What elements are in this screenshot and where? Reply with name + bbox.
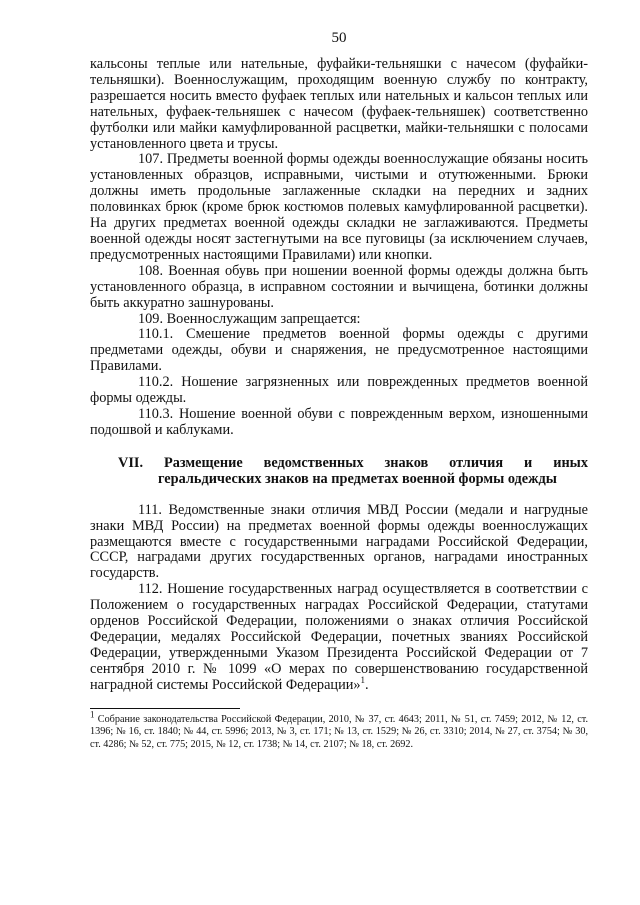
page-number: 50: [331, 30, 347, 46]
paragraph-111: 111. Ведомственные знаки отличия МВД России (медали и нагрудные знаки МВД России) на предметах военной формы одежды военнослужащих размещаются вместе с государственными наградами Российской Федерации, СССР, наградами других государственных органов, наградами иностранных государств.: [90, 501, 588, 582]
body-text: [90, 57, 588, 694]
paragraph-110-1: 110.1. Смешение предметов военной формы одежды с другими предметами одежды, обуви и снаряжения, не предусмотренное настоящими Правилами.: [90, 326, 588, 375]
paragraph-109: 109. Военнослужащим запрещается:: [138, 310, 361, 327]
paragraph-112-text: 112. Ношение государственных наград осуществляется в соответствии с Положением о государственных наградах Российской Федерации, статутами орденов Российской Федерации, положениями о знаках отличия Российской Федерации, медалях Российской Федерации, почетных званиях Российской Федерации, утвержденными Указом Президента Российской Федерации от 7 сентября 2010 г. № 1099 «О мерах по совершенствованию государственной наградной системы Российской Федерации»: [90, 581, 588, 693]
footnote-marker: 1: [90, 709, 95, 720]
section-heading: VII. Размещение ведомственных знаков отличия и иных геральдических знаков на предметах военной формы одежды: [118, 454, 588, 487]
paragraph-112: [90, 582, 588, 693]
paragraph-107: 107. Предметы военной формы одежды военнослужащие обязаны носить установленных образцов, исправными, чистыми и отутюженными. Брюки должны иметь продольные заглаженные складки на передних и задних половинках брюк (кроме брюк костюмов полевых камуфлированной расцветки). На других предметах военной одежды складки не заглаживаются. Предметы военной одежды носят застегнутыми на все пуговицы (за исключением случаев, предусмотренных настоящими Правилами) или кнопки.: [90, 151, 588, 263]
footnote-reference: 1: [360, 674, 366, 685]
paragraph-110-2: 110.2. Ношение загрязненных или поврежденных предметов военной формы одежды.: [90, 374, 588, 407]
paragraph-110-3: 110.3. Ношение военной обуви с поврежденным верхом, изношенными подошвой и каблуками.: [90, 405, 588, 438]
paragraph-108: 108. Военная обувь при ношении военной формы одежды должна быть установленного образца, в исправном состоянии и вычищена, ботинки должны быть аккуратно зашнурованы.: [90, 262, 588, 311]
paragraph-continuation: кальсоны теплые или нательные, фуфайки-тельняшки с начесом (фуфайки-тельняшки). Военнослужащим, проходящим военную службу по контракту, разрешается носить вместо фуфаек теплых или нательных и кальсон теплых или нательных, фуфаек-тельняшек с начесом (фуфаек-тельняшек) соответственно футболки или майки камуфлированной расцветки, майки-тельняшки с полосами установленного цвета и трусы.: [90, 56, 588, 152]
footnote-area: [90, 708, 588, 752]
footnote-text: Собрание законодательства Российской Федерации, 2010, № 37, ст. 4643; 2011, № 51, ст. 7459; 2012, № 12, ст. 1396; № 16, ст. 1840; № 44, ст. 5996; 2013, № 3, ст. 171; № 13, ст. 1529; № 26, ст. 3310; 2014, № 27, ст. 3754; № 30, ст. 4286; № 52, ст. 775; 2015, № 12, ст. 1738; № 14, ст. 2107; № 18, ст. 2692.: [90, 713, 588, 750]
paragraph-112-end: .: [365, 676, 369, 693]
footnote: [90, 709, 588, 752]
footnote-divider: [90, 708, 240, 709]
